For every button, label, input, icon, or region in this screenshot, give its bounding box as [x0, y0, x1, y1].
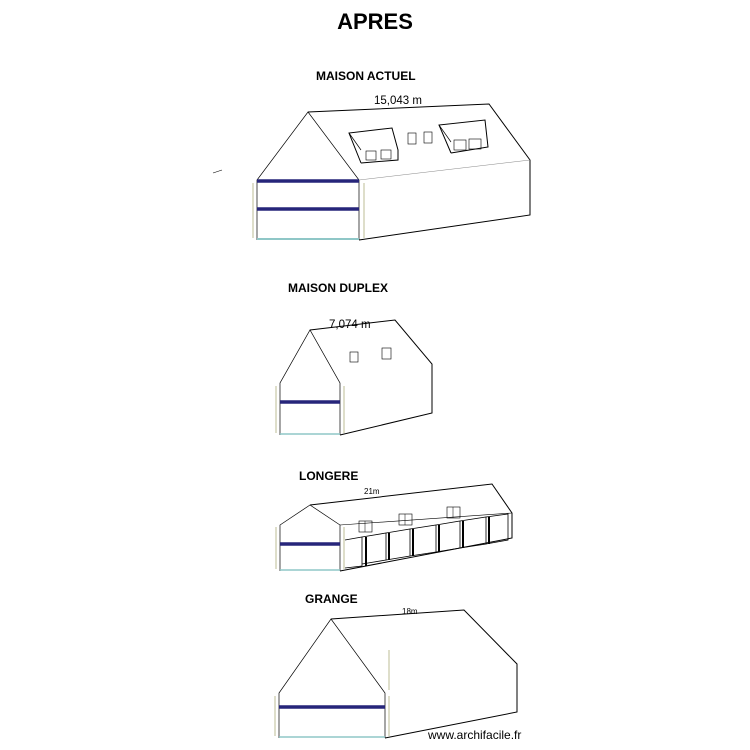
- length-label-longere: 21m: [364, 487, 380, 496]
- roof-window: [350, 352, 358, 362]
- length-label-maison-duplex: 7,074 m: [329, 319, 371, 331]
- maison-actuel-roof-edge: [359, 160, 530, 180]
- dormer-window: [469, 139, 481, 149]
- maison-actuel-gable: [257, 112, 359, 240]
- roof-window: [447, 507, 460, 518]
- grange-gable: [279, 619, 385, 738]
- footer-credit: www.archifacile.fr: [428, 728, 522, 742]
- page-title: APRES: [337, 9, 413, 34]
- longere-gable: [280, 505, 340, 571]
- facade-bay: [345, 537, 362, 568]
- grange-roof: [331, 610, 517, 738]
- dormer-window: [454, 140, 466, 150]
- roof-window: [382, 348, 391, 359]
- roof-window: [399, 514, 412, 525]
- section-title-maison-actuel: MAISON ACTUEL: [316, 69, 416, 83]
- roof-window: [424, 132, 432, 143]
- north-arrow: [213, 170, 222, 173]
- dormer: [349, 128, 398, 163]
- maison-duplex-drawing: [280, 320, 432, 435]
- maison-duplex-roof: [310, 320, 432, 435]
- dormer-window: [381, 150, 391, 159]
- dimension-marks: [253, 183, 389, 736]
- section-title-grange: GRANGE: [305, 592, 358, 606]
- maison-actuel-drawing: [213, 104, 530, 240]
- dormer-window: [366, 151, 376, 160]
- grange-drawing: [279, 610, 517, 738]
- maison-duplex-gable: [280, 330, 340, 435]
- length-label-maison-actuel: 15,043 m: [374, 95, 422, 107]
- section-title-longere: LONGERE: [299, 469, 359, 483]
- maison-actuel-roof: [308, 104, 530, 240]
- dormer: [439, 120, 488, 153]
- section-title-maison-duplex: MAISON DUPLEX: [288, 281, 389, 295]
- length-label-grange: 18m: [402, 607, 418, 616]
- roof-window: [408, 133, 416, 144]
- longere-drawing: [280, 484, 512, 571]
